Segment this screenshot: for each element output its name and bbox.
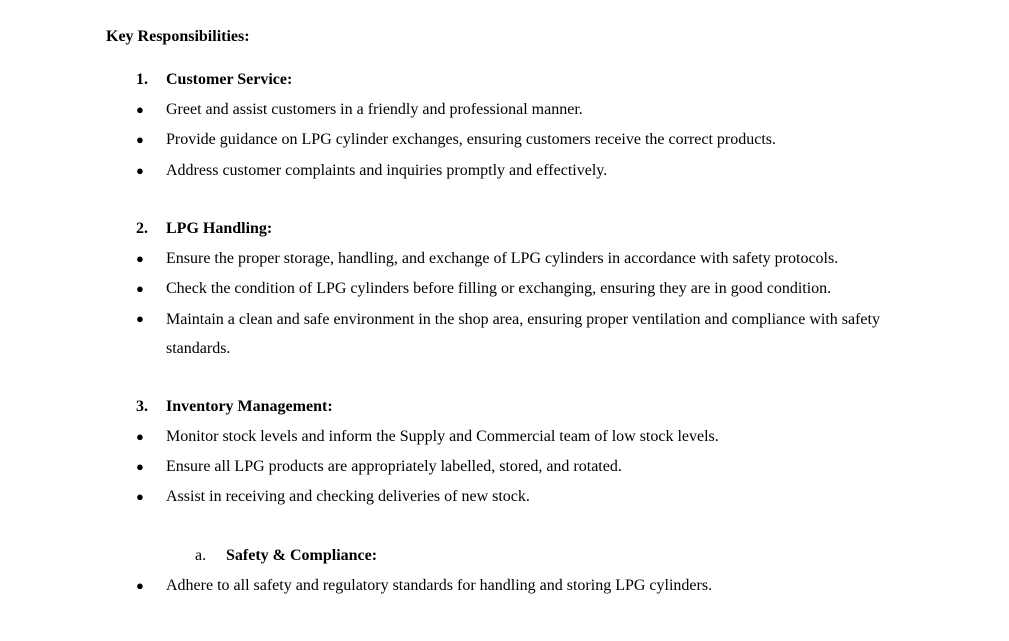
section-title-inventory-management xyxy=(136,397,333,417)
bullet-icon: ● xyxy=(136,281,144,296)
list-item-text: Ensure all LPG products are appropriately labelled, stored, and rotated. xyxy=(166,458,622,475)
list-item-text: Monitor stock levels and inform the Supply and Commercial team of low stock levels. xyxy=(166,428,719,445)
list-item-text: Adhere to all safety and regulatory standards for handling and storing LPG cylinders. xyxy=(166,577,713,594)
list-item-text: Ensure the proper storage, handling, and exchange of LPG cylinders in accordance with safety protocols. xyxy=(166,250,839,267)
section-number: 3. xyxy=(136,398,148,415)
list-item xyxy=(136,100,896,120)
list-item-text: Provide guidance on LPG cylinder exchanges, ensuring customers receive the correct products. xyxy=(166,131,777,148)
page-heading: Key Responsibilities: xyxy=(106,28,250,45)
section-title-text: Inventory Management: xyxy=(166,398,333,415)
section-title-customer-service xyxy=(136,70,292,90)
list-item xyxy=(136,576,896,596)
list-item xyxy=(136,161,896,181)
bullet-icon: ● xyxy=(136,251,144,266)
section-title-lpg-handling xyxy=(136,219,272,239)
list-item-text: Maintain a clean and safe environment in the shop area, ensuring proper ventilation and compliance with safety standards. xyxy=(166,311,880,357)
bullet-icon: ● xyxy=(136,311,144,326)
list-item xyxy=(136,279,896,299)
list-item-text: Address customer complaints and inquiries promptly and effectively. xyxy=(166,162,608,179)
section-number: 2. xyxy=(136,220,148,237)
list-item xyxy=(136,457,896,477)
bullet-icon: ● xyxy=(136,132,144,147)
bullet-icon: ● xyxy=(136,163,144,178)
section-title-text: LPG Handling: xyxy=(166,220,273,237)
list-item xyxy=(136,249,896,269)
bullet-icon: ● xyxy=(136,578,144,593)
section-title-text: Customer Service: xyxy=(166,71,293,88)
list-item xyxy=(136,309,896,363)
list-item xyxy=(136,487,896,507)
bullet-icon: ● xyxy=(136,459,144,474)
bullet-icon: ● xyxy=(136,489,144,504)
list-item-text: Check the condition of LPG cylinders before filling or exchanging, ensuring they are in good condition. xyxy=(166,280,832,297)
section-number: a. xyxy=(195,547,207,564)
section-title-safety-compliance xyxy=(195,546,377,566)
section-number: 1. xyxy=(136,71,148,88)
list-item xyxy=(136,130,896,150)
bullet-icon: ● xyxy=(136,429,144,444)
list-item xyxy=(136,427,896,447)
list-item-text: Greet and assist customers in a friendly and professional manner. xyxy=(166,101,583,118)
list-item-text: Assist in receiving and checking deliveries of new stock. xyxy=(166,488,530,505)
bullet-icon: ● xyxy=(136,102,144,117)
section-title-text: Safety & Compliance: xyxy=(226,547,378,564)
